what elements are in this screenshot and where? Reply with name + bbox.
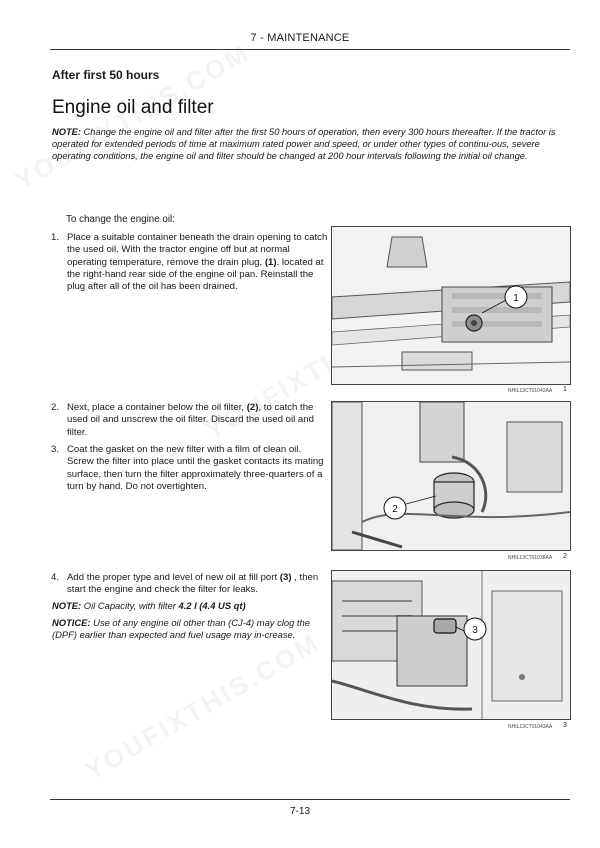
- note-text: Change the engine oil and filter after the first 50 hours of operation, then every 300 hours thereafter. If the tractor is operated for extended periods of time at maximum rated power and speed, or under other types of continu-ous, severe operating conditions, the engine oil and filter should be changed at 200 hour intervals following the initial oil change.: [52, 127, 556, 162]
- intro-text: To change the engine oil:: [66, 214, 175, 225]
- step-callout-ref: (1): [264, 256, 277, 268]
- step-text: , to catch the used oil and unscrew the oil filter. Discard the used oil and filter.: [67, 402, 314, 438]
- step-number: 3.: [51, 444, 60, 455]
- capacity-note: [52, 600, 320, 612]
- figure-3-fill-port-photo: [331, 570, 571, 720]
- notice-paragraph: [52, 617, 320, 641]
- fill-port-illustration: [332, 571, 570, 719]
- callout-1-label: 1: [513, 293, 519, 304]
- chapter-header: 7 - MAINTENANCE: [250, 32, 350, 44]
- step-number: 4.: [51, 572, 60, 583]
- figure-2-oil-filter-photo: [331, 401, 571, 551]
- step-number: 1.: [51, 232, 60, 243]
- step-text: Place a suitable container beneath the drain opening to catch the used oil. With the tractor engine off but at normal operating temperature, remove the drain plug,: [67, 232, 328, 268]
- figure-3-number: 3: [563, 722, 567, 729]
- step-text: Add the proper type and level of new oil at fill port: [67, 572, 280, 583]
- step-text: Coat the gasket on the new filter with a film of clean oil. Screw the filter into place until the gasket contacts its mating surface, then turn the filter approximately three-quarters of a turn by hand. Do not overtighten.: [67, 444, 324, 492]
- engine-oil-pan-illustration: [332, 227, 570, 384]
- figure-1-number: 1: [563, 386, 567, 393]
- interval-heading: After first 50 hours: [52, 68, 160, 82]
- watermark: [80, 627, 326, 787]
- step-3: [51, 444, 329, 493]
- step-4: [51, 572, 329, 597]
- figure-1-drain-plug-photo: [331, 226, 571, 385]
- step-callout-ref: (2): [246, 402, 259, 413]
- callout-2-label: 2: [392, 504, 398, 515]
- footer-rule: [50, 799, 570, 800]
- note-label: NOTE:: [52, 127, 81, 137]
- step-text: Next, place a container below the oil filter,: [67, 402, 247, 413]
- capacity-text: Oil Capacity, with filter: [83, 600, 179, 611]
- notice-text: Use of any engine oil other than (CJ-4) may clog the (DPF) earlier than expected and fuel usage may in-crease.: [52, 617, 310, 641]
- header-rule: [50, 49, 570, 50]
- figure-2-reference: NHIL13CT01038AA: [508, 555, 553, 561]
- step-text: . located at the right-hand rear side of the engine oil pan. Reinstall the plug after all of the oil has been drained.: [67, 256, 324, 293]
- callout-3-label: 3: [472, 625, 478, 636]
- step-1: [51, 232, 329, 293]
- notice-label: NOTICE:: [52, 617, 91, 628]
- step-number: 2.: [51, 402, 60, 413]
- page-title: Engine oil and filter: [52, 97, 214, 118]
- page-number: 7-13: [289, 806, 310, 817]
- capacity-value: 4.2 l (4.4 US qt): [178, 600, 246, 611]
- figure-1-reference: NHIL13CT01042AA: [508, 388, 553, 394]
- step-2: [51, 402, 329, 439]
- figure-2-number: 2: [563, 553, 567, 560]
- oil-filter-illustration: [332, 402, 570, 550]
- figure-3-reference: NHIL13CT01043AA: [508, 724, 553, 730]
- note-paragraph: [52, 126, 568, 163]
- step-text: , then start the engine and check the filter for leaks.: [67, 572, 319, 596]
- step-callout-ref: (3): [279, 572, 292, 583]
- capacity-label: NOTE:: [52, 600, 82, 611]
